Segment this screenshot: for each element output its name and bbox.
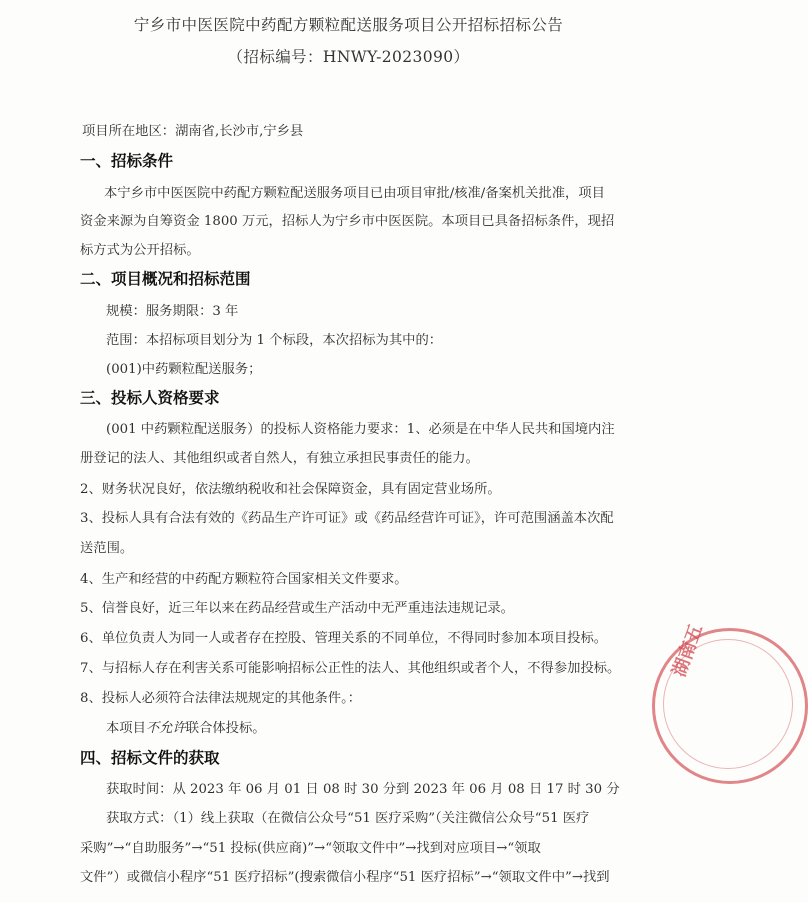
paragraph-line: 册登记的法人、其他组织或者自然人，有独立承担民事责任的能力。 <box>80 451 479 466</box>
paragraph-line: (001 中药颗粒配送服务）的投标人资格能力要求：1、必须是在中华人民共和国境内注 <box>106 422 615 437</box>
section-heading-2: 二、项目概况和招标范围 <box>80 270 251 288</box>
company-seal <box>652 621 808 784</box>
paragraph-line: 文件”）或微信小程序“51 医疗招标”(搜索微信小程序“51 医疗招标”→“领取文件中”→找到 <box>80 870 610 885</box>
section-heading-3: 三、投标人资格要求 <box>80 389 220 407</box>
paragraph-line: 获取方式：（1）线上获取（在微信公众号“51 医疗采购”（关注微信公众号“51 医疗 <box>106 811 590 826</box>
paragraph-line: 4、生产和经营的中药配方颗粒符合国家相关文件要求。 <box>80 572 408 587</box>
paragraph-line: 3、投标人具有合法有效的《药品生产许可证》或《药品经营许可证》，许可范围涵盖本次配 <box>80 511 614 526</box>
paragraph-line: 2、财务状况良好，依法缴纳税收和社会保障资金，具有固定营业场所。 <box>80 482 501 497</box>
paragraph-line: 标方式为公开招标。 <box>80 243 200 258</box>
project-location: 项目所在地区：湖南省,长沙市,宁乡县 <box>82 124 304 139</box>
section-heading-1: 一、招标条件 <box>80 152 174 170</box>
tender-number: （招标编号：HNWY-2023090） <box>227 48 470 66</box>
paragraph-line: 采购”→“自助服务”→“51 投标(供应商)”→“领取文件中”→找到对应项目→“领取 <box>80 841 541 856</box>
paragraph-line: 5、信誉良好，近三年以来在药品经营或生产活动中无严重违法违规记录。 <box>80 601 514 616</box>
document-title: 宁乡市中医医院中药配方颗粒配送服务项目公开招标招标公告 <box>133 16 564 34</box>
paragraph-line: 资金来源为自筹资金 1800 万元，招标人为宁乡市中医医院。本项目已具备招标条件，现招 <box>80 214 615 229</box>
joint-emphasis: 不允许 <box>145 721 186 736</box>
joint-bid-line <box>106 717 266 736</box>
paragraph-line: 本宁乡市中医医院中药配方颗粒配送服务项目已由项目审批/核准/备案机关批准，项目 <box>104 186 605 201</box>
paragraph-line: 7、与招标人存在利害关系可能影响招标公正性的法人、其他组织或者个人，不得参加投标。 <box>80 661 621 676</box>
section-heading-4: 四、招标文件的获取 <box>80 749 220 767</box>
paragraph-line: (001)中药颗粒配送服务； <box>106 362 262 377</box>
joint-suffix: 联合体投标。 <box>185 721 266 736</box>
paragraph-line: 送范围。 <box>80 541 134 556</box>
paragraph-line: 获取时间：从 2023 年 06 月 01 日 08 时 30 分到 2023 年 06 月 08 日 17 时 30 分 <box>106 782 620 797</box>
seal-text: 湖南五 <box>668 621 707 680</box>
paragraph-line: 范围：本招标项目划分为 1 个标段，本次招标为其中的： <box>106 333 443 348</box>
joint-prefix: 本项目 <box>106 721 146 736</box>
paragraph-line: 规模：服务期限：3 年 <box>106 304 239 319</box>
paragraph-line: 6、单位负责人为同一人或者存在控股、管理关系的不同单位，不得同时参加本项目投标。 <box>80 631 608 646</box>
paragraph-line: 8、投标人必须符合法律法规规定的其他条件。： <box>80 691 362 706</box>
